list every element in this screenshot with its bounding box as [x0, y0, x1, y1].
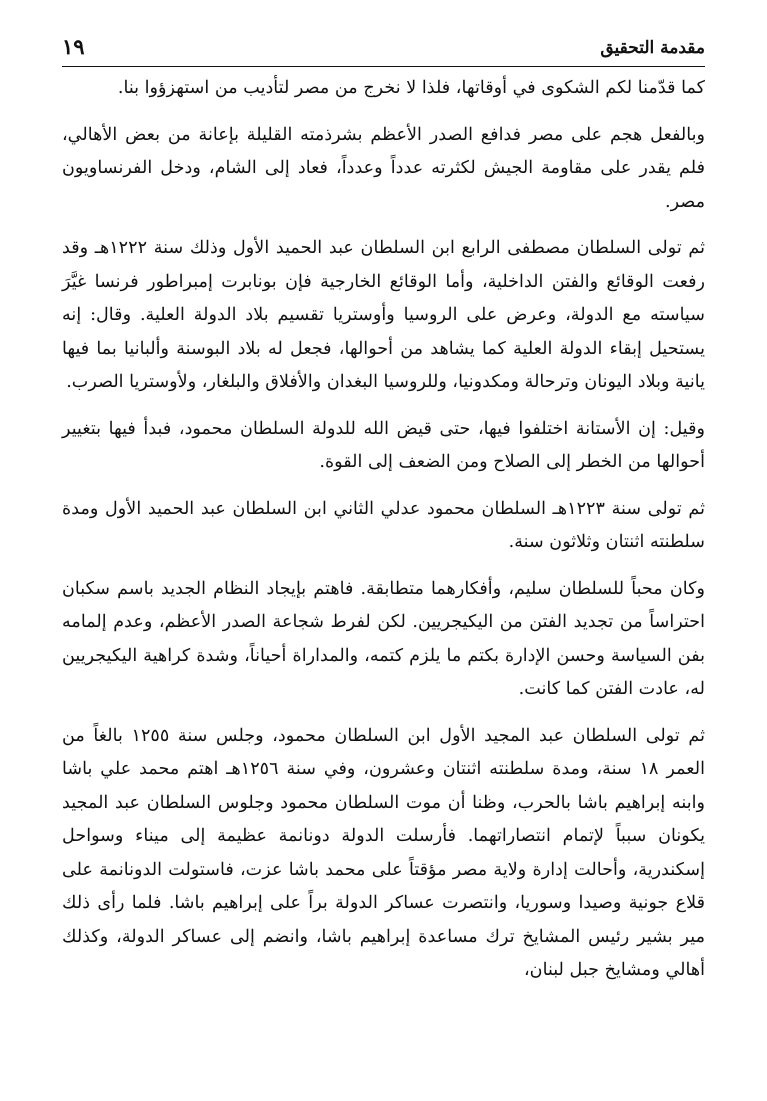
- paragraph-2: وبالفعل هجم على مصر فدافع الصدر الأعظم بشرذمته القليلة بإعانة من بعض الأهالي، فلم يقدر على مقاومة الجيش لكثرته عدداً وعدداً، فعاد إلى الشام، ودخل الفرنساويون مصر.: [62, 124, 705, 212]
- paragraph-7: ثم تولى السلطان عبد المجيد الأول ابن السلطان محمود، وجلس سنة ١٢٥٥ بالغاً من العمر ١٨ سنة، ومدة سلطنته اثنتان وعشرون، وفي سنة ١٢٥٦هـ اهتم محمد علي باشا وابنه إبراهيم باشا بالحرب، وظنا أن موت السلطان محمود وجلوس السلطان عبد المجيد يكونان سبباً لإتمام انتصاراتهما. فأرسلت الدولة دونانمة عظيمة إلى ميناء وسواحل إسكندرية، وأحالت إدارة ولاية مصر مؤقتاً على محمد باشا عزت، فاستولت الدونانمة على قلاع جونية وصيدا وسوريا، وانتصرت عساكر الدولة براً على إبراهيم باشا. فلما رأى ذلك مير بشير رئيس المشايخ ترك مساعدة إبراهيم باشا، وانضم إلى عساكر الدولة، وكذلك أهالي ومشايخ جبل لبنان،: [62, 725, 705, 980]
- header-rule: [62, 66, 705, 67]
- paragraph-5: ثم تولى سنة ١٢٢٣هـ السلطان محمود عدلي الثاني ابن السلطان عبد الحميد الأول ومدة سلطنته اثنتان وثلاثون سنة.: [62, 498, 705, 552]
- page-number: ١٩: [62, 34, 85, 59]
- body-text: [62, 72, 705, 988]
- running-title: مقدمة التحقيق: [600, 38, 705, 58]
- paragraph-3: ثم تولى السلطان مصطفى الرابع ابن السلطان عبد الحميد الأول وذلك سنة ١٢٢٢هـ وقد رفعت الوقائع والفتن الداخلية، وأما الوقائع الخارجية فإن بونابرت إمبراطور فرنسا غيَّرَ سياسته مع الدولة، وعرض على الروسيا وأوستريا تقسيم بلاد الدولة العلية. وقال: إنه يستحيل إبقاء الدولة العلية كما يشاهد من أحوالها، فجعل له بلاد البوسنة وألبانيا بما فيها يانية وبلاد اليونان وترحالة ومكدونيا، وللروسيا البغدان والأفلاق والبلغار، ولأوستريا الصرب.: [62, 238, 705, 392]
- paragraph-1: كما قدّمنا لكم الشكوى في أوقاتها، فلذا لا نخرج من مصر لتأديب من استهزؤوا بنا.: [117, 78, 705, 98]
- paragraph-6: وكان محباً للسلطان سليم، وأفكارهما متطابقة. فاهتم بإيجاد النظام الجديد باسم سكبان احتراساً من تجديد الفتن من اليكيجريين. لكن لفرط شجاعة الصدر الأعظم، وعدم إلمامه بفن السياسة وحسن الإدارة بكتم ما يلزم كتمه، والمداراة أحياناً، وشدة كراهية اليكيجريين له، عادت الفتن كما كانت.: [62, 578, 705, 699]
- paragraph-4: وقيل: إن الأستانة اختلفوا فيها، حتى قيض الله للدولة السلطان محمود، فبدأ فيها بتغيير أحوالها من الخطر إلى الصلاح ومن الضعف إلى القوة.: [62, 418, 705, 472]
- page-header: [62, 34, 705, 64]
